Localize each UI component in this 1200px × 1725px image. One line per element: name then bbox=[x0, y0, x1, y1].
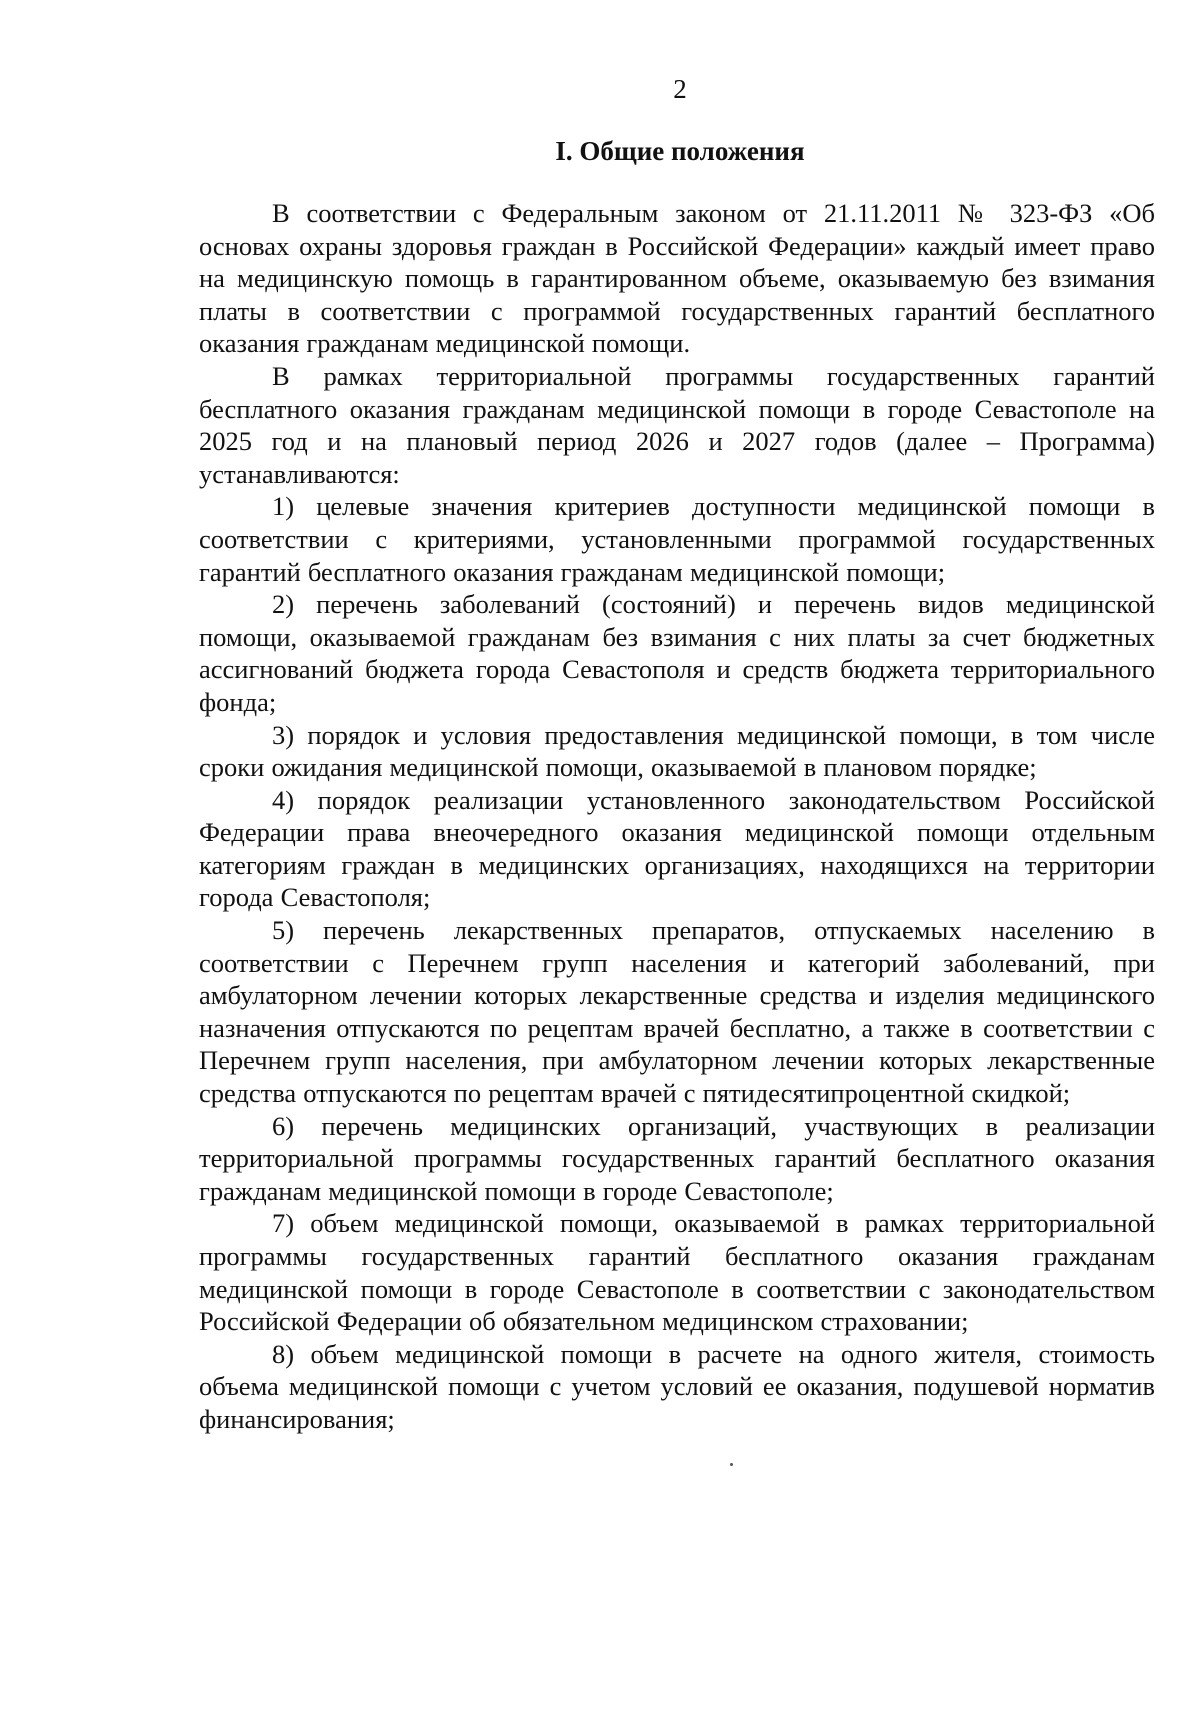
paragraph-program-scope: В рамках территориальной программы государственных гарантий бесплатного оказания гражданам медицинской помощи в городе Севастополе на 2025 год и на плановый период 2026 и 2027 годов (далее – Программа) устанавливаются: bbox=[199, 360, 1155, 489]
list-item-3: 3) порядок и условия предоставления медицинской помощи, в том числе сроки ожидания медицинской помощи, оказываемой в плановом порядке; bbox=[199, 719, 1155, 783]
scan-speck bbox=[730, 1463, 733, 1466]
page-number: 2 bbox=[673, 74, 687, 104]
list-item-1: 1) целевые значения критериев доступности медицинской помощи в соответствии с критериями, установленными программой государственных гарантий бесплатного оказания гражданам медицинской помощи; bbox=[199, 491, 1155, 587]
list-item-2: 2) перечень заболеваний (состояний) и перечень видов медицинской помощи, оказываемой гражданам без взимания с них платы за счет бюджетных ассигнований бюджета города Севастополя и средств бюджета территориального фонда; bbox=[199, 589, 1155, 717]
paragraph-intro: В соответствии с Федеральным законом от 21.11.2011 № 323-ФЗ «Об основах охраны здоровья граждан в Российской Федерации» каждый имеет право на медицинскую помощь в гарантированном объеме, оказываемую без взимания платы в соответствии с программой государственных гарантий бесплатного оказания гражданам медицинской помощи. bbox=[199, 198, 1155, 359]
body-text bbox=[199, 197, 1155, 1436]
list-item-6: 6) перечень медицинских организаций, участвующих в реализации территориальной программы государственных гарантий бесплатного оказания гражданам медицинской помощи в городе Севастополе; bbox=[199, 1110, 1155, 1206]
list-item-4: 4) порядок реализации установленного законодательством Российской Федерации права внеочередного оказания медицинской помощи отдельным категориям граждан в медицинских организациях, находящихся на территории города Севастополя; bbox=[199, 784, 1155, 913]
list-item-8: 8) объем медицинской помощи в расчете на одного жителя, стоимость объема медицинской помощи с учетом условий ее оказания, подушевой норматив финансирования; bbox=[199, 1338, 1155, 1434]
section-heading: I. Общие положения bbox=[555, 136, 805, 166]
list-item-7: 7) объем медицинской помощи, оказываемой в рамках территориальной программы государственных гарантий бесплатного оказания гражданам медицинской помощи в городе Севастополе в соответствии с законодательством Российской Федерации об обязательном медицинском страховании; bbox=[199, 1208, 1155, 1337]
list-item-5: 5) перечень лекарственных препаратов, отпускаемых населению в соответствии с Перечнем групп населения и категорий заболеваний, при амбулаторном лечении которых лекарственные средства и изделия медицинского назначения отпускаются по рецептам врачей бесплатно, а также в соответствии с Перечнем групп населения, при амбулаторном лечении которых лекарственные средства отпускаются по рецептам врачей с пятидесятипроцентной скидкой; bbox=[199, 915, 1155, 1109]
